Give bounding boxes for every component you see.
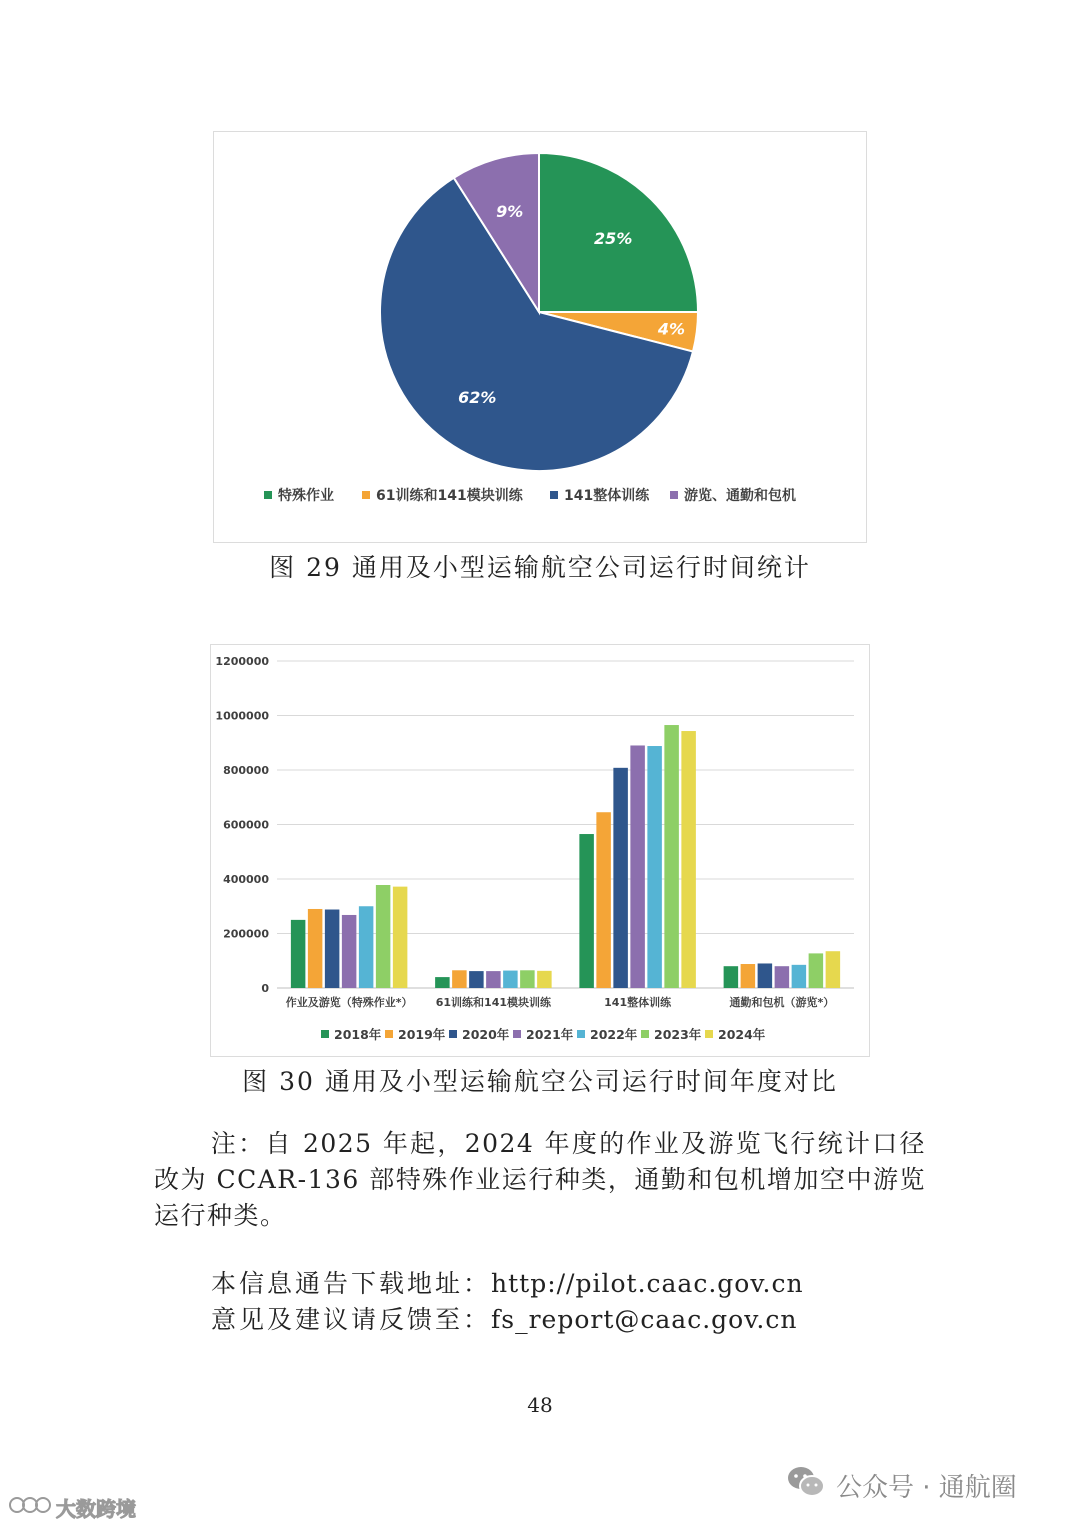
bar-legend-swatch-1 — [385, 1030, 393, 1038]
pie-legend-swatch-1 — [362, 491, 370, 499]
pie-legend-item-1 — [362, 487, 524, 504]
figure-29-pie-chart — [213, 131, 867, 543]
bar-legend-swatch-0 — [321, 1030, 329, 1038]
bar-3-6 — [826, 951, 841, 988]
bar-legend-swatch-5 — [641, 1030, 649, 1038]
bar-1-3 — [486, 971, 501, 988]
pie-legend-swatch-0 — [264, 491, 272, 499]
x-category-label-2: 141整体训练 — [604, 996, 672, 1009]
bar-legend-item-0 — [321, 1027, 382, 1042]
pie-legend-label-0: 特殊作业 — [278, 488, 334, 504]
x-category-label-3: 通勤和包机（游览*） — [729, 996, 835, 1009]
y-tick-label-3: 600000 — [223, 818, 269, 832]
pie-legend-item-3 — [670, 487, 796, 504]
bar-2-6 — [681, 731, 696, 988]
feedback-email-link[interactable]: fs_report@caac.gov.cn — [491, 1305, 798, 1334]
download-label: 本信息通告下载地址： — [211, 1269, 492, 1298]
bar-0-5 — [376, 885, 391, 988]
pie-data-label-1: 4% — [657, 319, 686, 339]
bar-chart-svg — [211, 645, 869, 1056]
logo-icon — [8, 1493, 52, 1522]
bar-3-3 — [775, 966, 790, 988]
bar-legend-label-1: 2019年 — [398, 1027, 446, 1042]
bar-2-4 — [647, 746, 662, 988]
feedback-info-line — [211, 1300, 797, 1336]
y-tick-label-6: 1200000 — [215, 655, 269, 668]
bar-3-5 — [809, 953, 824, 988]
y-tick-label-2: 400000 — [223, 873, 269, 886]
watermark-left-text: 大数跨境 — [56, 1496, 136, 1521]
note-text: 注：自 2025 年起，2024 年度的作业及游览飞行统计口径改为 CCAR-136 部特殊作业运行种类，通勤和包机增加空中游览运行种类。 — [154, 1129, 926, 1230]
x-category-label-0: 作业及游览（特殊作业*） — [285, 996, 413, 1009]
pie-legend-label-1: 61训练和141模块训练 — [376, 488, 523, 504]
bar-0-4 — [359, 906, 374, 988]
bar-legend-label-5: 2023年 — [654, 1027, 702, 1042]
bar-legend-swatch-3 — [513, 1030, 521, 1038]
bar-legend-item-5 — [641, 1027, 702, 1042]
pie-legend-swatch-3 — [670, 491, 678, 499]
bar-2-5 — [664, 725, 679, 988]
bar-2-3 — [630, 745, 645, 988]
figure-30-caption: 图 30 通用及小型运输航空公司运行时间年度对比 — [242, 1067, 838, 1096]
wechat-icon — [786, 1464, 826, 1507]
bar-legend-item-6 — [705, 1027, 766, 1042]
figure-30-bar-chart — [210, 644, 870, 1057]
bar-legend-item-4 — [577, 1027, 638, 1042]
bar-1-6 — [537, 971, 552, 988]
pie-data-label-2: 62% — [458, 387, 497, 407]
bar-legend-label-3: 2021年 — [526, 1027, 574, 1042]
pie-data-label-3: 9% — [496, 202, 524, 222]
bar-0-6 — [393, 887, 408, 988]
bar-0-0 — [291, 920, 306, 988]
pie-legend-item-2 — [550, 487, 650, 504]
bar-0-2 — [325, 910, 340, 988]
download-info-line — [211, 1264, 804, 1300]
y-tick-label-1: 200000 — [223, 927, 269, 941]
bar-1-5 — [520, 970, 535, 988]
pie-chart-svg — [214, 132, 866, 542]
pie-legend-label-2: 141整体训练 — [564, 488, 650, 504]
page-number: 48 — [527, 1393, 553, 1417]
y-tick-label-5: 1000000 — [215, 709, 269, 723]
pie-legend-swatch-2 — [550, 491, 558, 499]
bar-legend-label-6: 2024年 — [718, 1027, 766, 1042]
bar-1-4 — [503, 971, 518, 988]
bar-legend-label-0: 2018年 — [334, 1027, 382, 1042]
x-category-label-1: 61训练和141模块训练 — [435, 996, 552, 1009]
bar-0-3 — [342, 915, 357, 988]
pie-data-label-0: 25% — [594, 228, 633, 248]
bar-3-0 — [724, 966, 739, 988]
watermark-wechat — [786, 1465, 1017, 1505]
watermark-left — [8, 1492, 136, 1522]
bar-2-0 — [579, 834, 594, 988]
bar-legend-item-2 — [449, 1027, 510, 1042]
bar-3-2 — [758, 963, 773, 988]
bar-legend-swatch-6 — [705, 1030, 713, 1038]
bar-legend-item-3 — [513, 1027, 574, 1042]
bar-2-1 — [596, 812, 611, 988]
figure-29-caption: 图 29 通用及小型运输航空公司运行时间统计 — [269, 553, 811, 582]
bar-legend-label-2: 2020年 — [462, 1027, 510, 1042]
bar-legend-swatch-2 — [449, 1030, 457, 1038]
y-tick-label-0: 0 — [261, 982, 269, 995]
bar-2-2 — [613, 768, 628, 988]
pie-legend-label-3: 游览、通勤和包机 — [684, 488, 796, 504]
bar-1-1 — [452, 970, 467, 988]
bar-3-4 — [792, 965, 807, 988]
pie-legend-item-0 — [264, 487, 334, 504]
bar-3-1 — [741, 964, 756, 988]
bar-1-2 — [469, 971, 484, 988]
y-tick-label-4: 800000 — [223, 764, 269, 777]
bar-legend-swatch-4 — [577, 1030, 585, 1038]
feedback-label: 意见及建议请反馈至： — [211, 1305, 492, 1334]
bar-legend-label-4: 2022年 — [590, 1027, 638, 1042]
watermark-right-text: 公众号 · 通航圈 — [836, 1472, 1017, 1503]
note-paragraph — [154, 1126, 926, 1234]
download-url-link[interactable]: http://pilot.caac.gov.cn — [491, 1269, 804, 1298]
bar-1-0 — [435, 977, 450, 988]
bar-0-1 — [308, 909, 323, 988]
bar-legend-item-1 — [385, 1027, 446, 1042]
